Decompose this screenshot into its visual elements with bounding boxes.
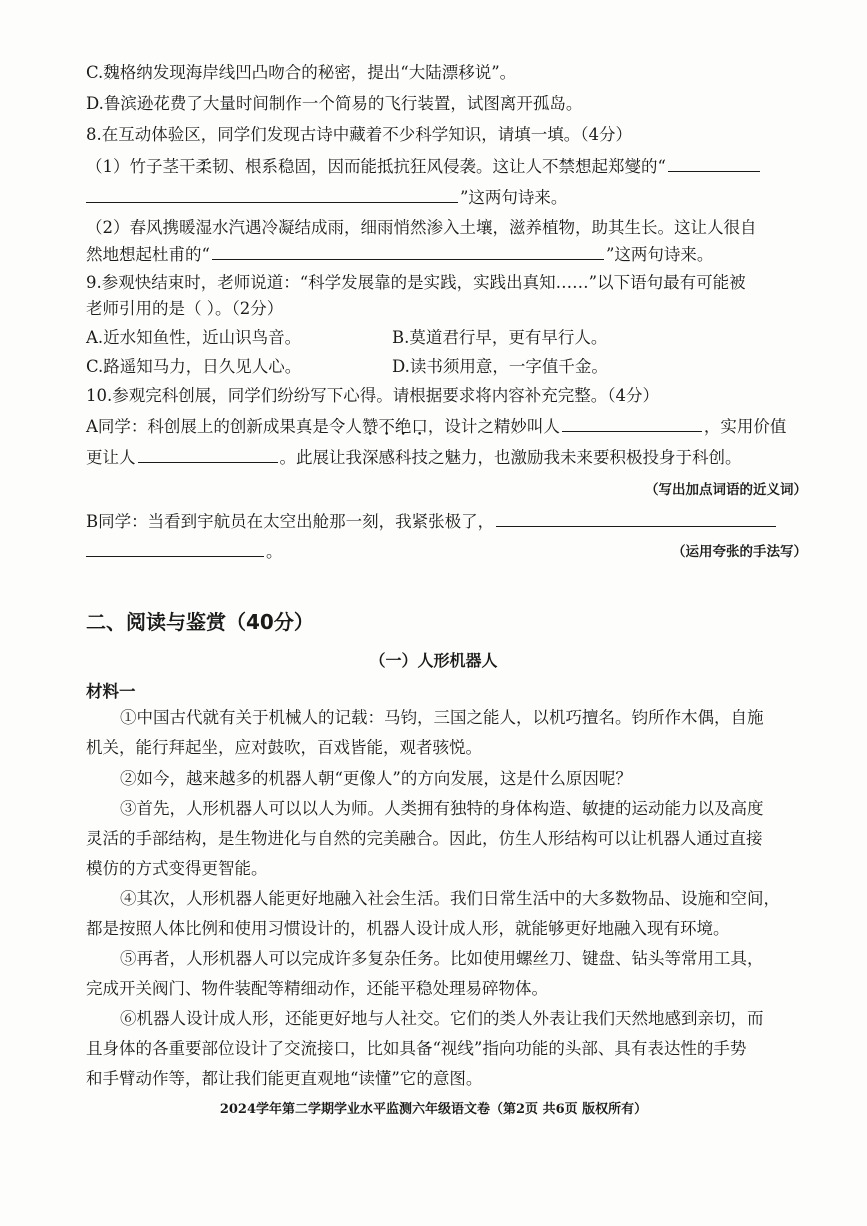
- q10-a-text: A同学：科创展上的创新成果真是令人: [86, 417, 362, 436]
- passage-line: ①中国古代就有关于机械人的记载：马钧，三国之能人，以机巧擅名。钧所作木偶，自施: [120, 708, 764, 727]
- q10-a-text-post: ，实用价值: [703, 417, 787, 436]
- q10-a-text-mid: ，设计之精妙叫人: [427, 417, 560, 436]
- q10-a-line1: [86, 415, 806, 438]
- q10-a-text-3: 。此展让我深感科技之魅力，也激励我未来要积极投身于科创。: [279, 448, 742, 467]
- q8-stem: 8.在互动体验区，同学们发现古诗中藏着不少科学知识，请填一填。（4分）: [86, 125, 632, 144]
- q8-part2-line1: （2）春风携暖湿水汽遇冷凝结成雨，细雨悄然渗入土壤，滋养植物，助其生长。这让人很自: [86, 218, 757, 237]
- q10-a-text-2: 更让人: [86, 448, 136, 467]
- page-footer: 2024学年第二学期学业水平监测六年级语文卷（第2页 共6页 版权所有）: [219, 1102, 648, 1117]
- dotted-char: 不: [378, 417, 395, 436]
- q8-part2-text: 然地想起杜甫的“: [86, 245, 210, 264]
- q8-part2-blank[interactable]: [212, 243, 604, 260]
- passage-line: 都是按照人体比例和使用习惯设计的，机器人设计成人形，就能够更好地融入现有环境。: [86, 919, 730, 938]
- q9-options-row1: [86, 327, 806, 349]
- q9-stem-line1: 9.参观快结束时，老师说道：“科学发展靠的是实践，实践出真知……”以下语句最有可能被: [86, 273, 746, 292]
- q9-option-c[interactable]: C.路遥知马力，日久见人心。: [86, 357, 302, 376]
- q8-part1-line1: [86, 155, 806, 178]
- q10-a-note: （写出加点词语的近义词）: [645, 482, 807, 498]
- q10-a-dotted-word: [362, 417, 428, 436]
- q10-b-blank-2[interactable]: [86, 540, 264, 557]
- material-label: 材料一: [86, 682, 136, 701]
- q8-part1-blank-a[interactable]: [668, 155, 760, 172]
- q7-option-c: C.魏格纳发现海岸线凹凸吻合的秘密，提出“大陆漂移说”。: [86, 63, 517, 82]
- passage-line: 灵活的手部结构，是生物进化与自然的完美融合。因此，仿生人形结构可以让机器人通过直接: [86, 829, 763, 848]
- q9-options-row2: [86, 356, 806, 378]
- passage-line: 和手臂动作等，都让我们能更直观地“读懂”它的意图。: [86, 1069, 483, 1088]
- passage-title: （一）人形机器人: [369, 651, 498, 670]
- q8-part2-end: ”这两句诗来。: [605, 245, 714, 264]
- q8-part1-text: （1）竹子茎干柔韧、根系稳固，因而能抵抗狂风侵袭。这让人不禁想起郑燮的“: [86, 157, 666, 176]
- passage-line: 模仿的方式变得更智能。: [86, 859, 268, 878]
- q8-part2-line2: [86, 243, 806, 266]
- q8-part1-blank-b[interactable]: [86, 186, 458, 203]
- q10-a-blank-1[interactable]: [562, 415, 702, 432]
- passage-line: ③首先，人形机器人可以以人为师。人类拥有独特的身体构造、敏捷的运动能力以及高度: [120, 799, 764, 818]
- passage-line: 完成开关阀门、物件装配等精细动作，还能平稳处理易碎物体。: [86, 979, 548, 998]
- q10-b-line1: [86, 510, 806, 533]
- dotted-char: 绝: [394, 417, 412, 436]
- q7-option-d: D.鲁滨逊花费了大量时间制作一个简易的飞行装置，试图离开孤岛。: [86, 94, 583, 113]
- passage-line: ⑥机器人设计成人形，还能更好地与人社交。它们的类人外表让我们天然地感到亲切，而: [120, 1009, 764, 1028]
- q10-b-text: B同学：当看到宇航员在太空出舱那一刻，我紧张极了，: [86, 512, 495, 531]
- passage-line: ⑤再者，人形机器人可以完成许多复杂任务。比如使用螺丝刀、键盘、钻头等常用工具，: [120, 949, 764, 968]
- q10-b-note: （运用夸张的手法写）: [672, 544, 807, 560]
- q9-option-d[interactable]: D.读书须用意，一字值千金。: [392, 357, 608, 376]
- q10-stem: 10.参观完科创展，同学们纷纷写下心得。请根据要求将内容补充完整。（4分）: [86, 386, 659, 405]
- q10-a-blank-2[interactable]: [138, 446, 278, 463]
- q10-b-end: 。: [266, 542, 283, 561]
- dotted-char: 赞: [361, 417, 379, 436]
- q10-a-line2: [86, 446, 806, 469]
- passage-line: 机关，能行拜起坐，应对鼓吹，百戏皆能，观者骇悦。: [86, 738, 482, 757]
- passage-line: 且身体的各重要部位设计了交流接口，比如具备“视线”指向功能的头部、具有表达性的手势: [86, 1039, 747, 1058]
- section-title: 二、阅读与鉴赏（40分）: [86, 610, 314, 634]
- q9-stem-line2: 老师引用的是（ ）。（2分）: [86, 299, 284, 318]
- passage-line: ④其次，人形机器人能更好地融入社会生活。我们日常生活中的大多数物品、设施和空间，: [120, 889, 780, 908]
- q8-part1-line2: [86, 186, 806, 209]
- dotted-char: 口: [411, 417, 428, 436]
- q9-option-b[interactable]: B.莫道君行早，更有早行人。: [392, 328, 608, 347]
- passage-line: ②如今，越来越多的机器人朝“更像人”的方向发展，这是什么原因呢？: [120, 769, 632, 788]
- q10-b-blank-1[interactable]: [496, 510, 776, 527]
- q9-option-a[interactable]: A.近水知鱼性，近山识鸟音。: [86, 328, 302, 347]
- q8-part1-end: ”这两句诗来。: [460, 188, 568, 207]
